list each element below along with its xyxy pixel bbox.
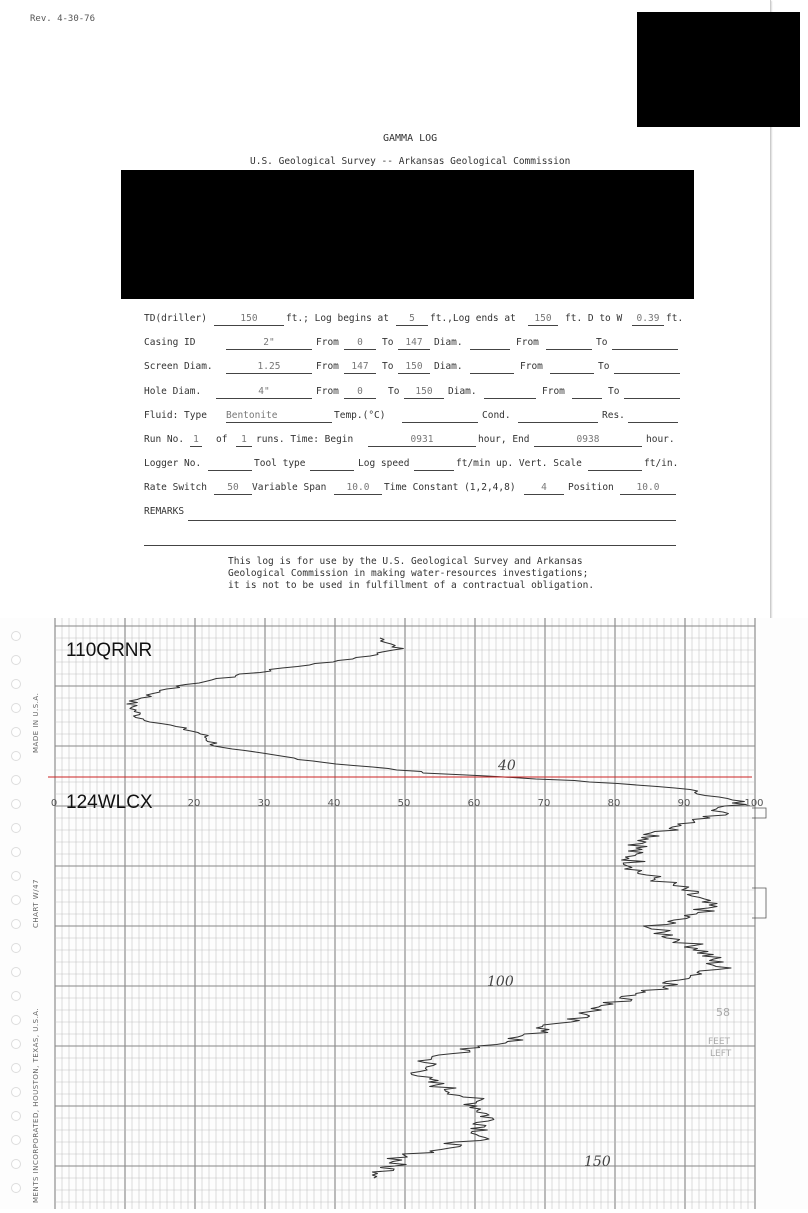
binder-hole [12, 896, 21, 905]
scale-label: 80 [607, 798, 621, 809]
scale-label: 70 [537, 798, 551, 809]
binder-hole [12, 1112, 21, 1121]
hole-to-label: To [388, 386, 400, 397]
casing-from-label: From [316, 337, 339, 348]
time-begin: 0931 [368, 434, 476, 447]
scale-bracket [752, 808, 766, 918]
hole-from: 0 [344, 386, 376, 399]
scale-label: 30 [257, 798, 271, 809]
hole-label: Hole Diam. [144, 386, 202, 397]
depth-mark-100: 100 [487, 974, 514, 990]
depth-mark-150: 150 [584, 1154, 611, 1170]
form-subtitle: U.S. Geological Survey -- Arkansas Geological Commission [250, 156, 571, 167]
gamma-trace-line [127, 638, 746, 1178]
screen-from2 [550, 361, 594, 374]
log-ends-value: 150 [528, 313, 558, 326]
screen-row [144, 361, 684, 375]
run-of: 1 [236, 434, 252, 447]
vert-scale-unit: ft/in. [644, 458, 679, 469]
hole-to2-label: To [608, 386, 620, 397]
run-no: 1 [190, 434, 202, 447]
binder-hole [12, 680, 21, 689]
binder-hole [12, 848, 21, 857]
time-end: 0938 [534, 434, 642, 447]
screen-to: 150 [398, 361, 430, 374]
hole-diam-label: Diam. [448, 386, 477, 397]
redaction-top-right [637, 12, 800, 127]
scale-label: 60 [467, 798, 481, 809]
disclaimer-line-2: Geological Commission in making water-resources investigations; [228, 568, 589, 579]
rate-switch-label: Rate Switch [144, 482, 207, 493]
feet-left-label-2: LEFT [710, 1049, 732, 1059]
binder-hole [12, 1184, 21, 1193]
casing-to2 [612, 337, 678, 350]
casing-row [144, 337, 684, 351]
binder-hole [12, 1136, 21, 1145]
d-to-w-value: 0.39 [632, 313, 664, 326]
screen-to2-label: To [598, 361, 610, 372]
log-ends-label: ft.,Log ends at [430, 313, 516, 324]
position-label: Position [568, 482, 614, 493]
hole-diam2 [484, 386, 536, 399]
fluid-row [144, 410, 684, 424]
td-row [144, 313, 684, 327]
screen-from2-label: From [520, 361, 543, 372]
binder-hole [12, 800, 21, 809]
scale-labels [51, 798, 764, 809]
td-value: 150 [214, 313, 284, 326]
res-value [628, 410, 678, 423]
scale-label: 40 [327, 798, 341, 809]
gamma-log-chart-sheet [0, 618, 808, 1209]
logger-value [208, 458, 252, 471]
casing-label: Casing ID [144, 337, 196, 348]
temp-label: Temp.(°C) [334, 410, 386, 421]
gamma-log-chart [0, 618, 808, 1209]
feet-left-value: 58 [716, 1006, 730, 1019]
cond-value [518, 410, 598, 423]
binder-hole [12, 944, 21, 953]
casing-diam2 [470, 337, 510, 350]
logger-label: Logger No. [144, 458, 202, 469]
remarks-label: REMARKS [144, 506, 185, 517]
scale-label: 20 [187, 798, 201, 809]
binder-hole [12, 968, 21, 977]
disclaimer [228, 556, 594, 592]
screen-diam2 [470, 361, 514, 374]
hole-to2 [624, 386, 680, 399]
logger-row [144, 458, 684, 472]
time-begin-label: runs. Time: Begin [256, 434, 354, 445]
time-constant-label: Time Constant (1,2,4,8) [384, 482, 516, 493]
binder-hole [12, 1064, 21, 1073]
chart-number-text: CHART W/47 [32, 879, 40, 928]
fluid-label: Fluid: Type [144, 410, 207, 421]
casing-to2-label: To [596, 337, 608, 348]
casing-to-label: To [382, 337, 394, 348]
binder-hole [12, 704, 21, 713]
cond-label: Cond. [482, 410, 511, 421]
scale-label: 0 [50, 798, 58, 809]
log-speed-value [414, 458, 454, 471]
position-value: 10.0 [620, 482, 676, 495]
overlay-label-bottom: 124WLCX [66, 792, 153, 813]
run-label: Run No. [144, 434, 185, 445]
remarks-line-1 [188, 520, 676, 521]
remarks-line-2 [144, 545, 676, 546]
screen-to2 [614, 361, 680, 374]
screen-to-label: To [382, 361, 394, 372]
binder-holes [12, 632, 21, 1193]
screen-label: Screen Diam. [144, 361, 213, 372]
form-title: GAMMA LOG [383, 133, 438, 144]
redaction-well-info [121, 170, 694, 299]
scale-label: 100 [744, 798, 764, 809]
overlay-label-top: 110QRNR [66, 640, 153, 661]
time-constant-value: 4 [524, 482, 564, 495]
binder-hole [12, 632, 21, 641]
screen-from-label: From [316, 361, 339, 372]
time-end-label: hour, End [478, 434, 530, 445]
binder-hole [12, 872, 21, 881]
d-to-w-unit: ft. [666, 313, 684, 324]
run-row [144, 434, 684, 448]
chart-grid [55, 618, 755, 1209]
binder-hole [12, 920, 21, 929]
binder-hole [12, 728, 21, 737]
vert-scale-value [588, 458, 642, 471]
feet-left-label-1: FEET [708, 1037, 731, 1047]
casing-diam-label: Diam. [434, 337, 463, 348]
disclaimer-line-3: it is not to be used in fulfillment of a contractual obligation. [228, 580, 595, 591]
fluid-value: Bentonite [226, 410, 332, 423]
casing-from: 0 [344, 337, 376, 350]
revision-date: Rev. 4-30-76 [30, 14, 96, 24]
log-begins-label: ft.; Log begins at [286, 313, 389, 324]
log-speed-label: Log speed [358, 458, 410, 469]
vert-scale-label: ft/min up. Vert. Scale [456, 458, 582, 469]
binder-hole [12, 824, 21, 833]
manufacturer-text: MENTS INCORPORATED, HOUSTON, TEXAS, U.S.A. [32, 1007, 40, 1203]
binder-hole [12, 992, 21, 1001]
casing-from2 [546, 337, 592, 350]
binder-hole [12, 776, 21, 785]
screen-value: 1.25 [226, 361, 312, 374]
res-label: Res. [602, 410, 625, 421]
log-form-sheet [0, 0, 771, 619]
casing-from2-label: From [516, 337, 539, 348]
td-label: TD(driller) [144, 313, 207, 324]
hour-label: hour. [646, 434, 675, 445]
variable-span-label: Variable Span [252, 482, 327, 493]
temp-value [402, 410, 478, 423]
binder-hole [12, 1088, 21, 1097]
casing-to: 147 [398, 337, 430, 350]
rate-switch-value: 50 [214, 482, 252, 495]
hole-from-label: From [316, 386, 339, 397]
tool-type-label: Tool type [254, 458, 306, 469]
binder-hole [12, 1040, 21, 1049]
d-to-w-label: ft. D to W [565, 313, 623, 324]
scale-label: 90 [677, 798, 691, 809]
screen-diam-label: Diam. [434, 361, 463, 372]
hole-value: 4" [216, 386, 312, 399]
hole-to: 150 [404, 386, 444, 399]
rate-row [144, 482, 684, 496]
variable-span-value: 10.0 [334, 482, 382, 495]
casing-value: 2" [226, 337, 312, 350]
screen-from: 147 [344, 361, 376, 374]
hole-from2 [572, 386, 602, 399]
binder-hole [12, 1016, 21, 1025]
log-begins-value: 5 [396, 313, 428, 326]
depth-mark-40: 40 [498, 758, 516, 774]
binder-hole [12, 1160, 21, 1169]
binder-hole [12, 752, 21, 761]
scale-label: 50 [397, 798, 411, 809]
binder-hole [12, 656, 21, 665]
tool-type-value [310, 458, 354, 471]
run-of-label: of [216, 434, 228, 445]
made-in-usa-text: MADE IN U.S.A. [32, 692, 40, 753]
hole-row [144, 386, 684, 400]
disclaimer-line-1: This log is for use by the U.S. Geological Survey and Arkansas [228, 556, 583, 567]
hole-from2-label: From [542, 386, 565, 397]
